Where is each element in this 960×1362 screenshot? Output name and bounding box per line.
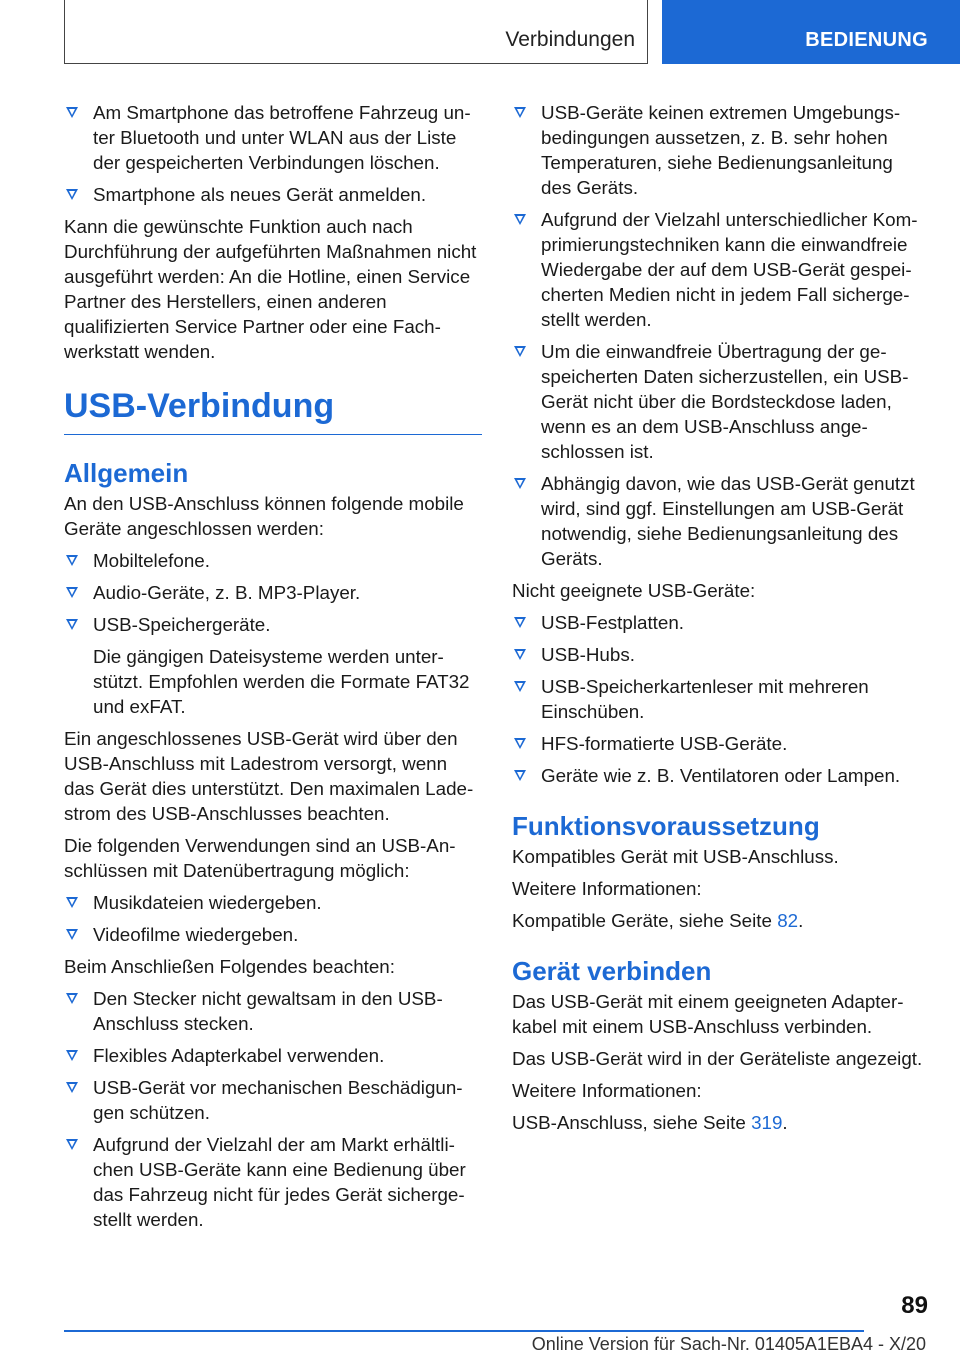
bullet-triangle-icon [514,478,526,489]
paragraph: Kann die gewünschte Funktion auch nach Durchführung der aufgeführten Maßnahmen nicht ausgeführt werden: An die Hotline, einen Service Partner des Herstellers, einen anderen qualifizierten Service Partner oder eine Fachwerkstatt wenden. [64,216,477,362]
bullet-triangle-icon [514,107,526,118]
list-item: Aufgrund der Vielzahl der am Markt erhältlichen USB-Geräte kann eine Bedienung über das Fahrzeug nicht für jedes Gerät sichergestellt werden. [64,1132,482,1232]
list-item: Flexibles Adapterkabel verwenden. [64,1043,482,1068]
bullet-triangle-icon [514,681,526,692]
page-footer [0,1290,960,1362]
bullet-list [64,100,482,207]
list-item: USB-Gerät vor mechanischen Beschädigungen schützen. [64,1075,482,1125]
paragraph: Nicht geeignete USB-Geräte: [512,580,756,601]
footer-divider [64,1330,864,1332]
paragraph: Kompatibles Gerät mit USB-Anschluss. [512,846,839,867]
bullet-list [64,986,482,1232]
list-item: Aufgrund der Vielzahl unterschiedlicher Komprimierungstechniken kann die einwandfreie Wiedergabe der auf dem USB-Gerät gespeicherten Medien nicht in jedem Fall sichergestellt werden. [512,207,928,332]
bullet-list [64,890,482,947]
bullet-triangle-icon [66,993,78,1004]
paragraph: Die folgenden Verwendungen sind an USB-Anschlüssen mit Datenübertragung möglich: [64,835,456,881]
bullet-triangle-icon [514,346,526,357]
bullet-triangle-icon [66,619,78,630]
chapter-title: BEDIENUNG [805,29,928,51]
list-item: USB-Hubs. [512,642,928,667]
list-item: Geräte wie z. B. Ventilatoren oder Lampen. [512,763,928,788]
subsection-heading: Funktionsvoraussetzung [512,811,820,841]
bullet-triangle-icon [66,1139,78,1150]
bullet-triangle-icon [514,214,526,225]
page-number: 89 [901,1292,928,1319]
bullet-triangle-icon [66,929,78,940]
list-item: Musikdateien wiedergeben. [64,890,482,915]
bullet-list [512,610,928,788]
paragraph: Kompatible Geräte, siehe Seite 82. [512,910,804,931]
list-item: Am Smartphone das betroffene Fahrzeug unter Bluetooth und unter WLAN aus der Liste der gespeicherten Verbindungen löschen. [64,100,482,175]
bullet-triangle-icon [66,587,78,598]
bullet-triangle-icon [514,617,526,628]
section-heading: USB-Verbindung [64,386,482,435]
bullet-triangle-icon [66,107,78,118]
list-item-note: Die gängigen Dateisysteme werden unterstützt. Empfohlen werden die Formate FAT32 und exFAT. [93,646,470,717]
bullet-triangle-icon [66,1082,78,1093]
bullet-triangle-icon [514,649,526,660]
list-item: Um die einwandfreie Übertragung der gespeicherten Daten sicherzustellen, ein USB-Gerät nicht über die Bordsteckdose laden, wenn es an dem USB-Anschluss angeschlossen ist. [512,339,928,464]
list-item: USB-Speichergeräte. [64,612,482,637]
list-item: Videofilme wiedergeben. [64,922,482,947]
paragraph: Weitere Informationen: [512,878,702,899]
paragraph: Beim Anschließen Folgendes beachten: [64,956,395,977]
paragraph: USB-Anschluss, siehe Seite 319. [512,1112,788,1133]
paragraph: Weitere Informationen: [512,1080,702,1101]
list-item: Mobiltelefone. [64,548,482,573]
bullet-triangle-icon [514,738,526,749]
bullet-triangle-icon [66,897,78,908]
left-column [64,100,482,1239]
list-item: HFS-formatierte USB-Geräte. [512,731,928,756]
paragraph: Ein angeschlossenes USB-Gerät wird über den USB-Anschluss mit Ladestrom versorgt, wenn das Gerät dies unterstützt. Den maximalen Ladestrom des USB-Anschlusses beachten. [64,728,474,824]
list-item: Den Stecker nicht gewaltsam in den USB-Anschluss stecken. [64,986,482,1036]
list-item: USB-Geräte keinen extremen Umgebungsbedingungen aussetzen, z. B. sehr hohen Temperaturen, siehe Bedienungsanleitung des Geräts. [512,100,928,200]
chapter-tab [662,0,960,64]
list-item: Smartphone als neues Gerät anmelden. [64,182,482,207]
page-reference-link[interactable]: 319 [751,1112,783,1133]
page-header [0,0,960,66]
bullet-triangle-icon [66,1050,78,1061]
paragraph: An den USB-Anschluss können folgende mobile Geräte angeschlossen werden: [64,493,464,539]
paragraph: Das USB-Gerät wird in der Geräteliste angezeigt. [512,1048,923,1069]
list-item: USB-Speicherkartenleser mit mehreren Einschüben. [512,674,928,724]
footer-version-text: Online Version für Sach-Nr. 01405A1EBA4 - X/20 [531,1334,926,1354]
bullet-list [64,548,482,637]
section-tab [64,0,648,64]
paragraph: Das USB-Gerät mit einem geeigneten Adapterkabel mit einem USB-Anschluss verbinden. [512,991,904,1037]
list-item: Abhängig davon, wie das USB-Gerät genutzt wird, sind ggf. Einstellungen am USB-Gerät notwendig, siehe Bedienungsanleitung des Geräts. [512,471,928,571]
subsection-heading: Gerät verbinden [512,956,712,986]
bullet-triangle-icon [66,555,78,566]
list-item: Audio-Geräte, z. B. MP3-Player. [64,580,482,605]
page-reference-link[interactable]: 82 [777,910,799,931]
bullet-triangle-icon [66,189,78,200]
list-item: USB-Festplatten. [512,610,928,635]
subsection-heading: Allgemein [64,458,189,488]
bullet-list [512,100,928,571]
section-title: Verbindungen [505,28,635,51]
bullet-triangle-icon [514,770,526,781]
right-column [512,100,928,1142]
